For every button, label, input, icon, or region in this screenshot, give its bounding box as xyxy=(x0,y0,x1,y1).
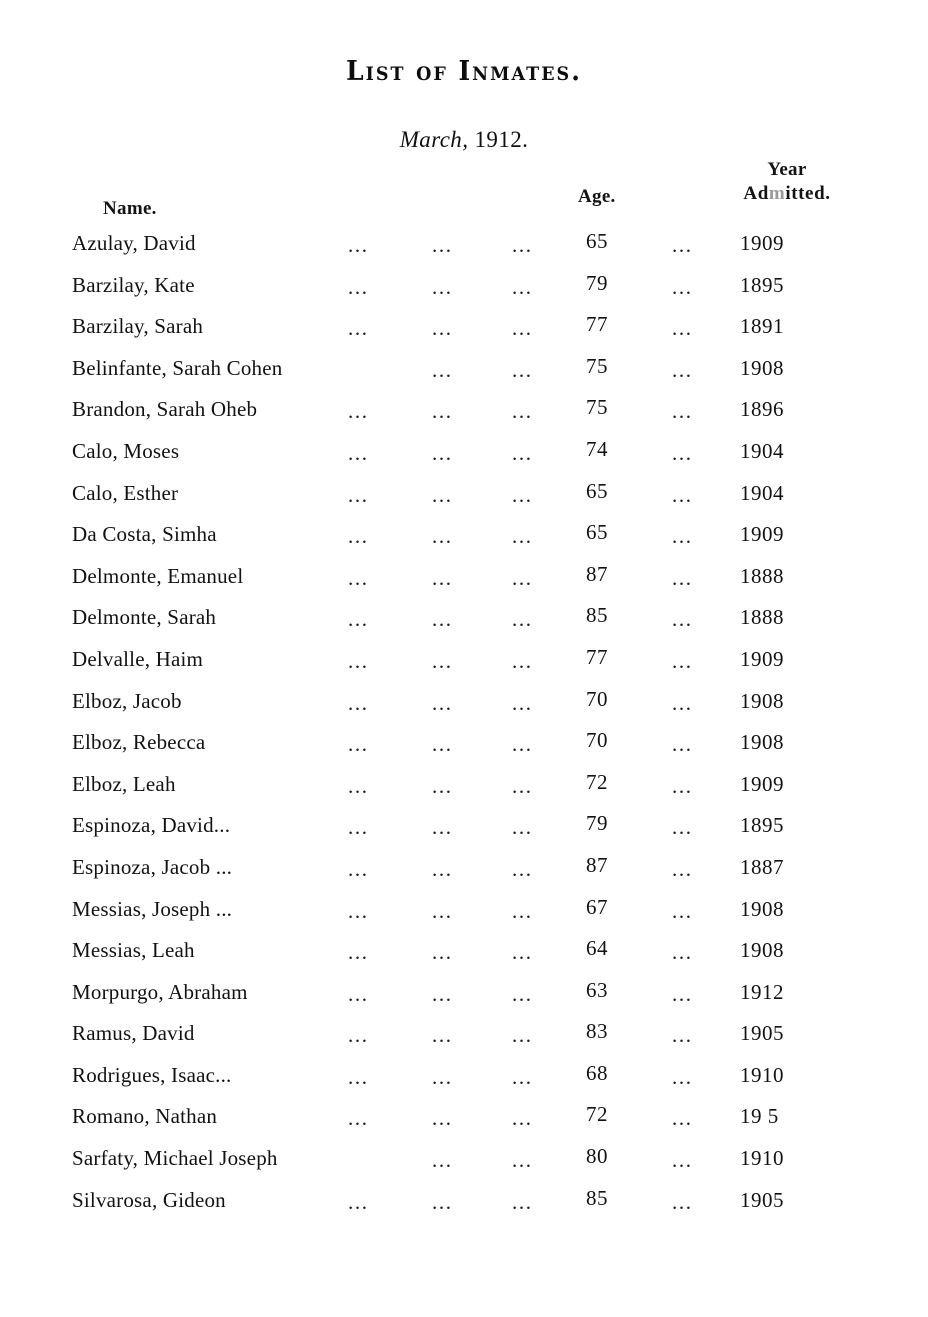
leader-dots: ... xyxy=(348,482,369,507)
leader-dots: ... xyxy=(432,482,453,507)
leader-dots: ... xyxy=(432,690,453,715)
leader-dots: ... xyxy=(512,732,533,757)
leader-dots: ... xyxy=(348,690,369,715)
leader-dots: ... xyxy=(512,357,533,382)
leader-dots: ... xyxy=(512,399,533,424)
table-row xyxy=(0,270,928,315)
leader-dots: ... xyxy=(512,482,533,507)
cell-age: 63 xyxy=(586,977,608,1002)
table-row xyxy=(0,231,928,273)
table-row xyxy=(0,769,928,814)
leader-dots: ... xyxy=(348,898,369,923)
table-row xyxy=(0,894,928,939)
cell-age: 64 xyxy=(586,936,608,961)
cell-inmate-name: Elboz, Rebecca xyxy=(72,730,206,755)
leader-dots-age-to-year: ... xyxy=(672,856,693,881)
leader-dots: ... xyxy=(348,648,369,673)
cell-year-admitted: 1888 xyxy=(740,605,784,630)
leader-dots: ... xyxy=(432,233,453,257)
leader-dots: ... xyxy=(348,565,369,590)
cell-age: 77 xyxy=(586,312,608,337)
cell-inmate-name: Delmonte, Sarah xyxy=(72,605,217,630)
leader-dots: ... xyxy=(512,565,533,590)
leader-dots: ... xyxy=(512,524,533,549)
leader-dots: ... xyxy=(432,357,453,382)
document-date-year: 1912. xyxy=(474,127,529,152)
leader-dots: ... xyxy=(432,1064,453,1089)
table-row xyxy=(0,1146,928,1188)
cell-year-admitted: 1905 xyxy=(740,1021,784,1046)
cell-age: 67 xyxy=(586,894,608,919)
cell-year-admitted: 1908 xyxy=(740,688,784,713)
cell-inmate-name: Rodrigues, Isaac... xyxy=(72,1062,232,1087)
cell-age: 80 xyxy=(586,1144,608,1169)
table-row xyxy=(0,686,928,731)
leader-dots-age-to-year: ... xyxy=(672,440,693,465)
cell-inmate-name: Calo, Moses xyxy=(72,438,180,463)
cell-year-admitted: 1887 xyxy=(740,854,784,879)
leader-dots: ... xyxy=(512,773,533,798)
leader-dots-age-to-year: ... xyxy=(672,773,693,798)
cell-year-admitted: 1908 xyxy=(740,730,784,755)
cell-year-admitted: 1912 xyxy=(740,979,784,1004)
document-date xyxy=(0,127,928,153)
leader-dots: ... xyxy=(348,981,369,1006)
leader-dots: ... xyxy=(432,1023,453,1048)
table-row xyxy=(0,1060,928,1105)
leader-dots: ... xyxy=(348,316,369,341)
cell-age: 70 xyxy=(586,728,608,753)
cell-inmate-name: Azulay, David xyxy=(72,231,196,255)
leader-dots: ... xyxy=(348,940,369,965)
leader-dots: ... xyxy=(512,1064,533,1089)
leader-dots-age-to-year: ... xyxy=(672,690,693,715)
cell-year-admitted: 1905 xyxy=(740,1187,784,1212)
cell-inmate-name: Sarfaty, Michael Joseph xyxy=(72,1146,278,1171)
leader-dots-age-to-year: ... xyxy=(672,732,693,757)
leader-dots: ... xyxy=(512,1106,533,1131)
table-row xyxy=(0,436,928,481)
leader-dots: ... xyxy=(432,773,453,798)
cell-year-admitted: 1908 xyxy=(740,355,784,380)
column-header-year-line2 xyxy=(722,182,852,206)
cell-inmate-name: Barzilay, Kate xyxy=(72,272,195,297)
table-row xyxy=(0,1021,928,1063)
cell-inmate-name: Elboz, Jacob xyxy=(72,688,182,713)
cell-inmate-name: Delvalle, Haim xyxy=(72,646,204,671)
column-header-age: Age. xyxy=(578,186,616,207)
leader-dots: ... xyxy=(432,1106,453,1131)
leader-dots: ... xyxy=(432,940,453,965)
leader-dots: ... xyxy=(512,940,533,965)
cell-inmate-name: Delmonte, Emanuel xyxy=(72,563,244,588)
cell-inmate-name: Elboz, Leah xyxy=(72,771,176,796)
leader-dots-age-to-year: ... xyxy=(672,1064,693,1089)
leader-dots-age-to-year: ... xyxy=(672,274,693,299)
year-line2-faded-letter: m xyxy=(768,183,786,205)
cell-age: 65 xyxy=(586,520,608,545)
leader-dots-age-to-year: ... xyxy=(672,1148,693,1173)
leader-dots: ... xyxy=(432,856,453,881)
year-line2-prefix: Ad xyxy=(743,183,769,205)
table-row xyxy=(0,938,928,980)
table-row xyxy=(0,1185,928,1230)
cell-age: 68 xyxy=(586,1060,608,1085)
leader-dots-age-to-year: ... xyxy=(672,981,693,1006)
leader-dots: ... xyxy=(512,316,533,341)
cell-inmate-name: Morpurgo, Abraham xyxy=(72,979,248,1004)
cell-age: 65 xyxy=(586,478,608,503)
leader-dots: ... xyxy=(512,1148,533,1173)
leader-dots: ... xyxy=(432,648,453,673)
cell-inmate-name: Silvarosa, Gideon xyxy=(72,1187,226,1212)
table-row xyxy=(0,852,928,897)
table-row xyxy=(0,478,928,523)
leader-dots: ... xyxy=(512,690,533,715)
column-header-year-line1: Year xyxy=(767,159,807,180)
cell-inmate-name: Romano, Nathan xyxy=(72,1104,218,1129)
cell-age: 87 xyxy=(586,561,608,586)
cell-year-admitted: 1909 xyxy=(740,231,784,255)
leader-dots-age-to-year: ... xyxy=(672,1189,693,1214)
page-title: List of Inmates. xyxy=(346,56,582,87)
cell-age: 83 xyxy=(586,1019,608,1044)
cell-year-admitted: 1909 xyxy=(740,771,784,796)
leader-dots: ... xyxy=(348,1023,369,1048)
leader-dots: ... xyxy=(512,981,533,1006)
leader-dots: ... xyxy=(512,440,533,465)
cell-year-admitted: 1904 xyxy=(740,480,784,505)
leader-dots-age-to-year: ... xyxy=(672,1023,693,1048)
cell-age: 70 xyxy=(586,686,608,711)
leader-dots-age-to-year: ... xyxy=(672,316,693,341)
year-line2-suffix: itted. xyxy=(785,183,831,205)
leader-dots: ... xyxy=(348,1064,369,1089)
cell-inmate-name: Espinoza, David... xyxy=(72,813,231,838)
leader-dots: ... xyxy=(512,815,533,840)
cell-inmate-name: Messias, Joseph ... xyxy=(72,896,233,921)
leader-dots: ... xyxy=(432,1189,453,1214)
leader-dots-age-to-year: ... xyxy=(672,357,693,382)
leader-dots: ... xyxy=(348,607,369,632)
leader-dots: ... xyxy=(348,815,369,840)
leader-dots: ... xyxy=(348,773,369,798)
cell-inmate-name: Espinoza, Jacob ... xyxy=(72,854,233,879)
cell-age: 75 xyxy=(586,395,608,420)
table-row xyxy=(0,605,928,647)
leader-dots: ... xyxy=(348,732,369,757)
cell-inmate-name: Belinfante, Sarah Cohen xyxy=(72,355,283,380)
leader-dots: ... xyxy=(512,1023,533,1048)
cell-year-admitted: 1895 xyxy=(740,272,784,297)
table-row xyxy=(0,1104,928,1146)
cell-age: 74 xyxy=(586,436,608,461)
cell-age: 72 xyxy=(586,1102,608,1127)
inmates-table xyxy=(0,231,928,1229)
leader-dots-age-to-year: ... xyxy=(672,648,693,673)
leader-dots: ... xyxy=(432,815,453,840)
cell-year-admitted: 1908 xyxy=(740,896,784,921)
table-row xyxy=(0,644,928,689)
table-row xyxy=(0,314,928,356)
table-row xyxy=(0,397,928,439)
cell-inmate-name: Brandon, Sarah Oheb xyxy=(72,397,258,422)
leader-dots: ... xyxy=(348,233,369,257)
leader-dots: ... xyxy=(348,399,369,424)
leader-dots-age-to-year: ... xyxy=(672,940,693,965)
leader-dots-age-to-year: ... xyxy=(672,482,693,507)
leader-dots: ... xyxy=(348,856,369,881)
leader-dots: ... xyxy=(432,274,453,299)
leader-dots-age-to-year: ... xyxy=(672,607,693,632)
cell-age: 65 xyxy=(586,229,608,253)
leader-dots-age-to-year: ... xyxy=(672,399,693,424)
cell-inmate-name: Da Costa, Simha xyxy=(72,522,217,547)
cell-year-admitted: 1908 xyxy=(740,938,784,963)
cell-age: 85 xyxy=(586,603,608,628)
leader-dots: ... xyxy=(512,856,533,881)
cell-age: 77 xyxy=(586,644,608,669)
leader-dots: ... xyxy=(432,1148,453,1173)
cell-inmate-name: Ramus, David xyxy=(72,1021,195,1046)
leader-dots: ... xyxy=(348,524,369,549)
leader-dots: ... xyxy=(348,440,369,465)
cell-age: 75 xyxy=(586,353,608,378)
cell-age: 72 xyxy=(586,769,608,794)
leader-dots: ... xyxy=(432,607,453,632)
leader-dots: ... xyxy=(348,1106,369,1131)
cell-year-admitted: 1909 xyxy=(740,522,784,547)
cell-inmate-name: Calo, Esther xyxy=(72,480,179,505)
leader-dots: ... xyxy=(348,1189,369,1214)
leader-dots: ... xyxy=(432,565,453,590)
leader-dots: ... xyxy=(432,399,453,424)
cell-year-admitted: 1888 xyxy=(740,563,784,588)
leader-dots: ... xyxy=(512,898,533,923)
cell-year-admitted: 19 5 xyxy=(740,1104,779,1129)
table-row xyxy=(0,353,928,398)
leader-dots: ... xyxy=(432,732,453,757)
cell-age: 79 xyxy=(586,811,608,836)
table-row xyxy=(0,813,928,855)
leader-dots-age-to-year: ... xyxy=(672,233,693,257)
cell-year-admitted: 1909 xyxy=(740,646,784,671)
cell-year-admitted: 1891 xyxy=(740,314,784,339)
table-row xyxy=(0,561,928,606)
cell-inmate-name: Barzilay, Sarah xyxy=(72,314,204,339)
cell-year-admitted: 1904 xyxy=(740,438,784,463)
table-row xyxy=(0,522,928,564)
leader-dots: ... xyxy=(512,1189,533,1214)
column-header-year-admitted xyxy=(722,158,852,207)
cell-year-admitted: 1896 xyxy=(740,397,784,422)
cell-year-admitted: 1895 xyxy=(740,813,784,838)
cell-age: 85 xyxy=(586,1185,608,1210)
column-header-name: Name. xyxy=(103,198,157,219)
document-date-month: March, xyxy=(399,127,469,152)
table-row xyxy=(0,730,928,772)
leader-dots-age-to-year: ... xyxy=(672,524,693,549)
leader-dots-age-to-year: ... xyxy=(672,898,693,923)
leader-dots: ... xyxy=(432,898,453,923)
leader-dots: ... xyxy=(512,607,533,632)
cell-inmate-name: Messias, Leah xyxy=(72,938,195,963)
leader-dots-age-to-year: ... xyxy=(672,815,693,840)
leader-dots-age-to-year: ... xyxy=(672,565,693,590)
leader-dots: ... xyxy=(432,316,453,341)
cell-year-admitted: 1910 xyxy=(740,1062,784,1087)
leader-dots: ... xyxy=(348,274,369,299)
leader-dots-age-to-year: ... xyxy=(672,1106,693,1131)
leader-dots: ... xyxy=(512,233,533,257)
cell-age: 79 xyxy=(586,270,608,295)
leader-dots: ... xyxy=(432,440,453,465)
leader-dots: ... xyxy=(432,524,453,549)
leader-dots: ... xyxy=(512,648,533,673)
leader-dots: ... xyxy=(432,981,453,1006)
cell-year-admitted: 1910 xyxy=(740,1146,784,1171)
table-row xyxy=(0,977,928,1022)
leader-dots: ... xyxy=(512,274,533,299)
cell-age: 87 xyxy=(586,852,608,877)
